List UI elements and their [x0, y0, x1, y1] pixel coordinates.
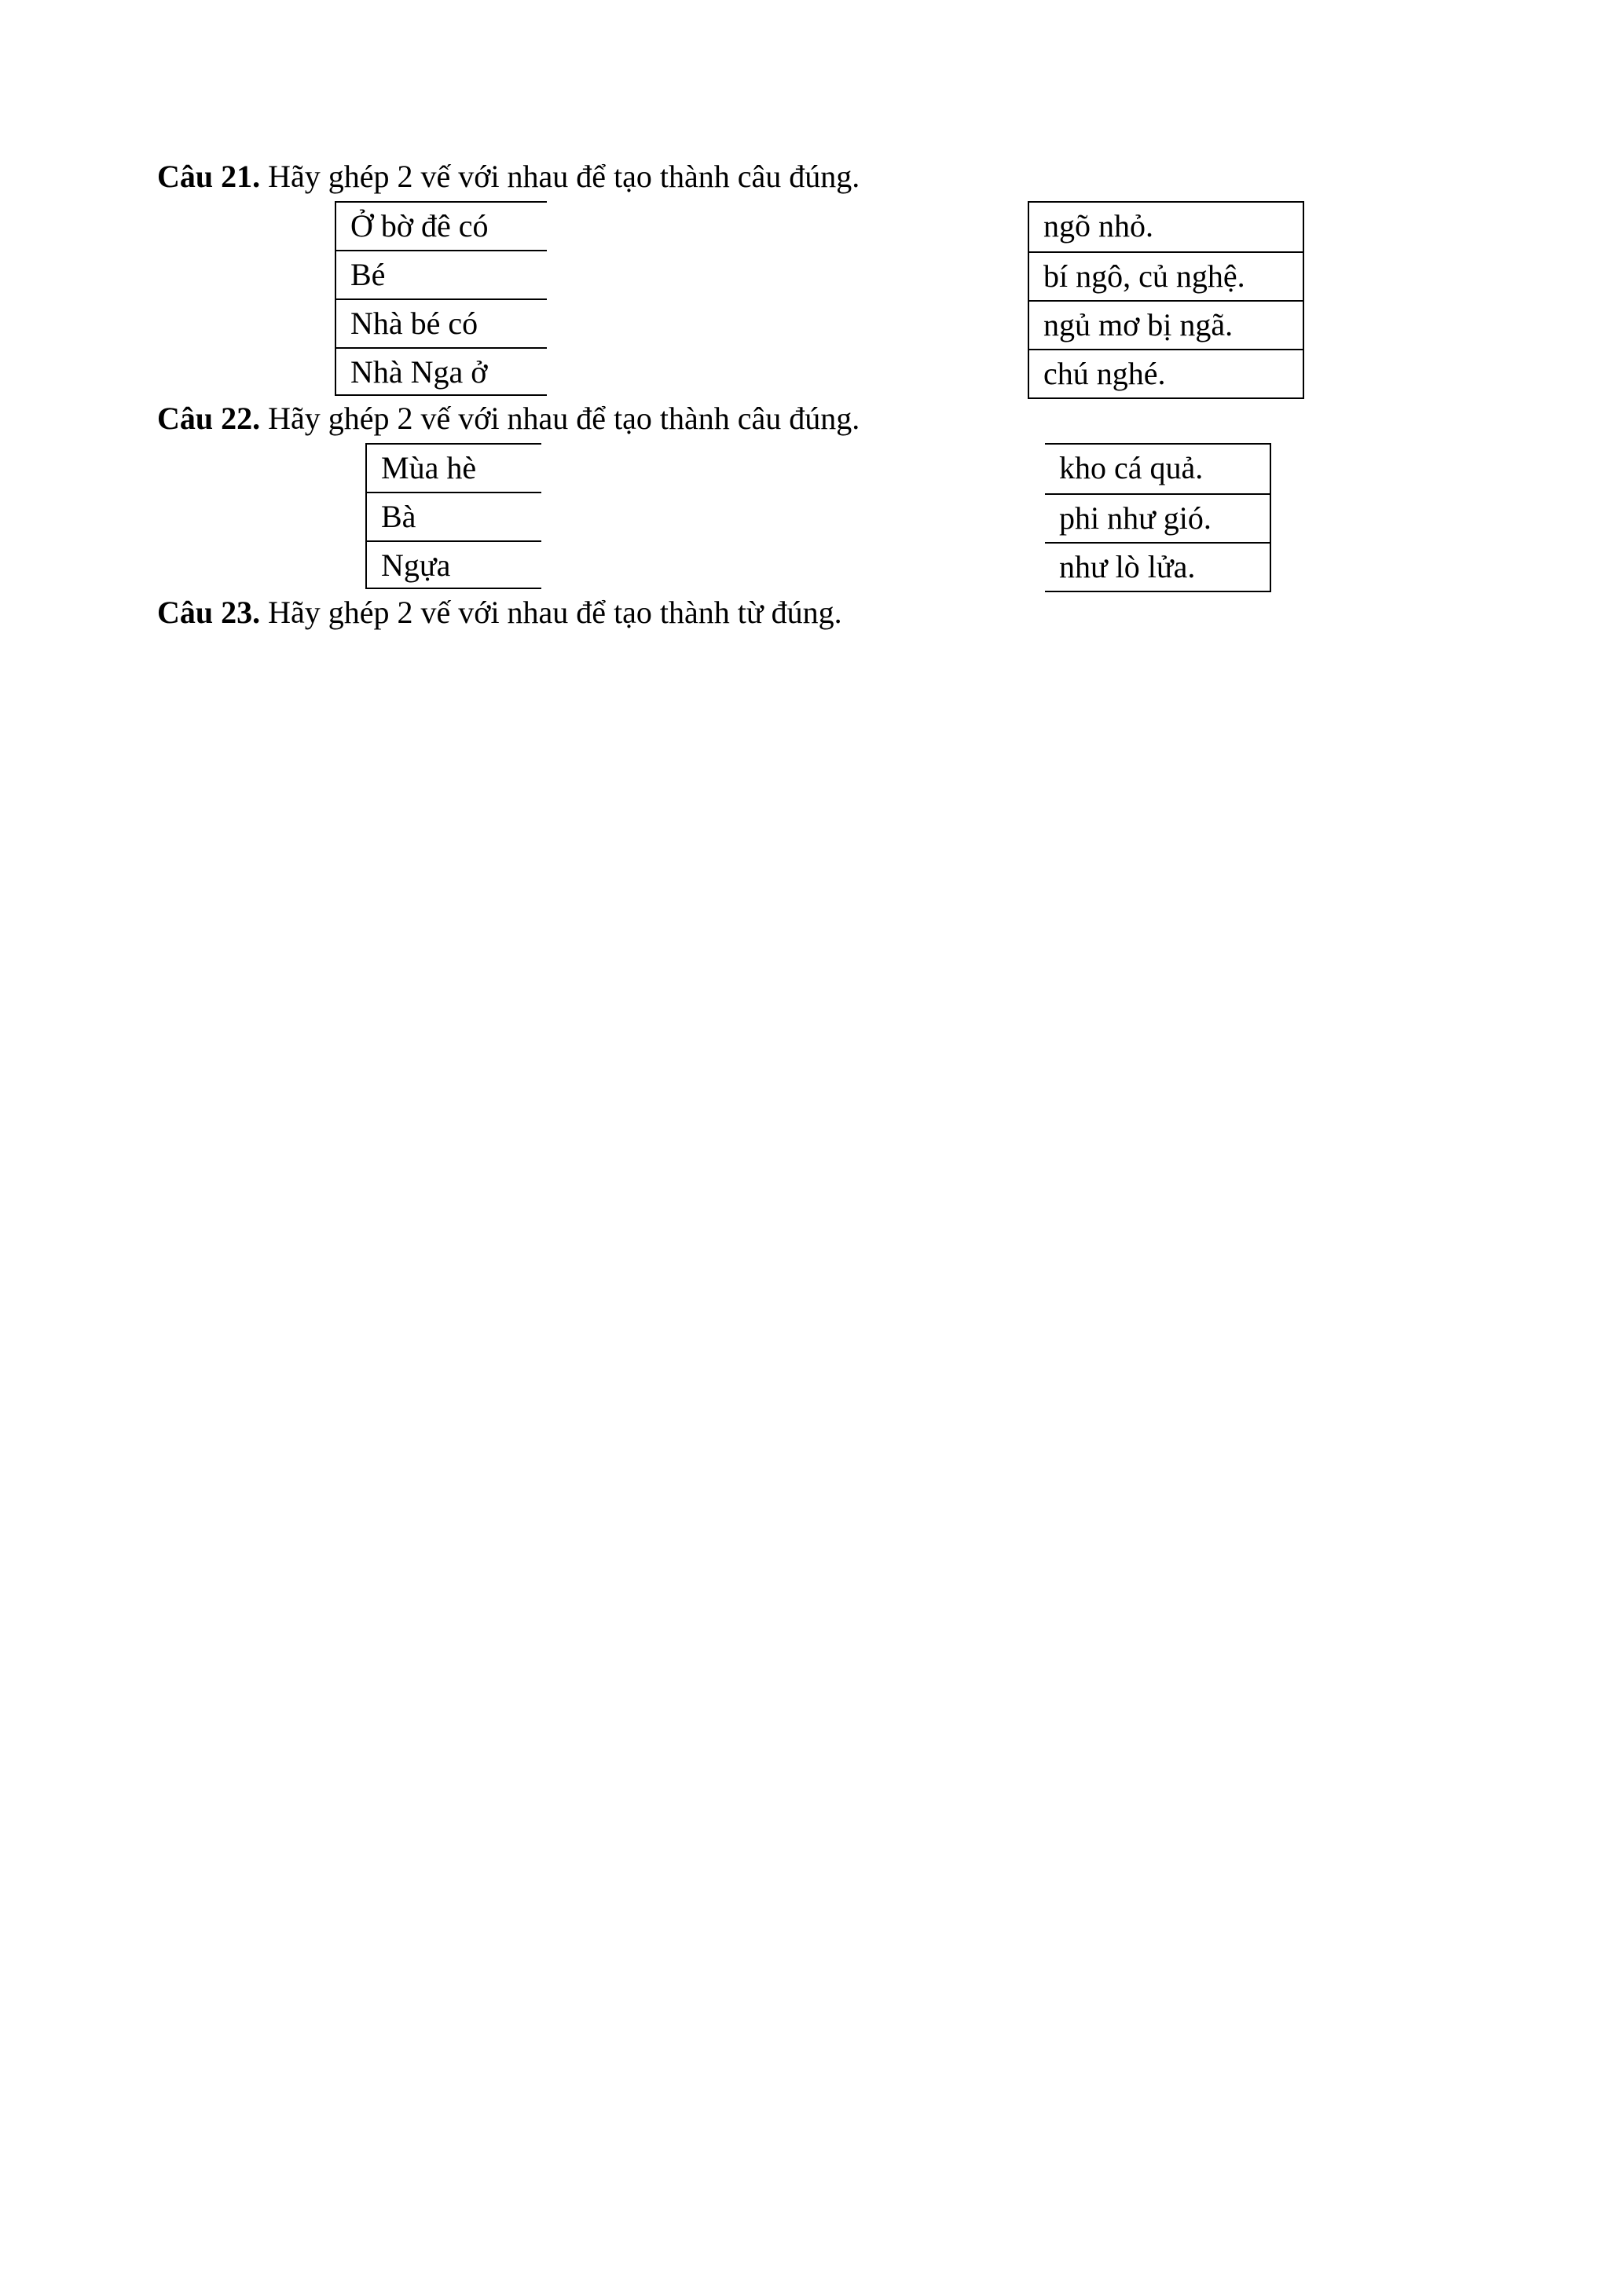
right-item[interactable]: ngủ mơ bị ngã.	[1029, 300, 1303, 349]
question-21-right-column	[1028, 201, 1304, 399]
right-item[interactable]: chú nghé.	[1029, 349, 1303, 397]
right-item[interactable]: phi như gió.	[1045, 493, 1270, 542]
question-22-right-column	[1045, 443, 1271, 592]
left-item[interactable]: Mùa hè	[367, 443, 541, 492]
question-number: Câu 23.	[157, 595, 261, 630]
question-21-heading	[157, 157, 860, 196]
right-item[interactable]: kho cá quả.	[1059, 450, 1204, 485]
question-22-left-column	[365, 443, 541, 589]
left-item[interactable]: Nhà bé có	[336, 298, 547, 347]
left-item[interactable]: Nhà Nga ở	[336, 347, 547, 396]
question-21-left-column	[335, 201, 547, 396]
left-item[interactable]: Ngựa	[367, 540, 541, 589]
question-22-heading	[157, 399, 860, 438]
left-item[interactable]: Ở bờ đê có	[336, 201, 547, 250]
right-item[interactable]: như lò lửa.	[1045, 542, 1270, 591]
left-item[interactable]: Bà	[367, 492, 541, 540]
question-prompt: Hãy ghép 2 vế với nhau để tạo thành câu đúng.	[268, 159, 860, 194]
question-number: Câu 21.	[157, 159, 261, 194]
right-item[interactable]: bí ngô, củ nghệ.	[1029, 251, 1303, 300]
left-item[interactable]: Bé	[336, 250, 547, 298]
question-prompt: Hãy ghép 2 vế với nhau để tạo thành câu đúng.	[268, 401, 860, 436]
right-item[interactable]: ngõ nhỏ.	[1043, 208, 1153, 244]
question-prompt: Hãy ghép 2 vế với nhau để tạo thành từ đúng.	[268, 595, 842, 630]
question-number: Câu 22.	[157, 401, 261, 436]
question-23-heading	[157, 593, 842, 632]
